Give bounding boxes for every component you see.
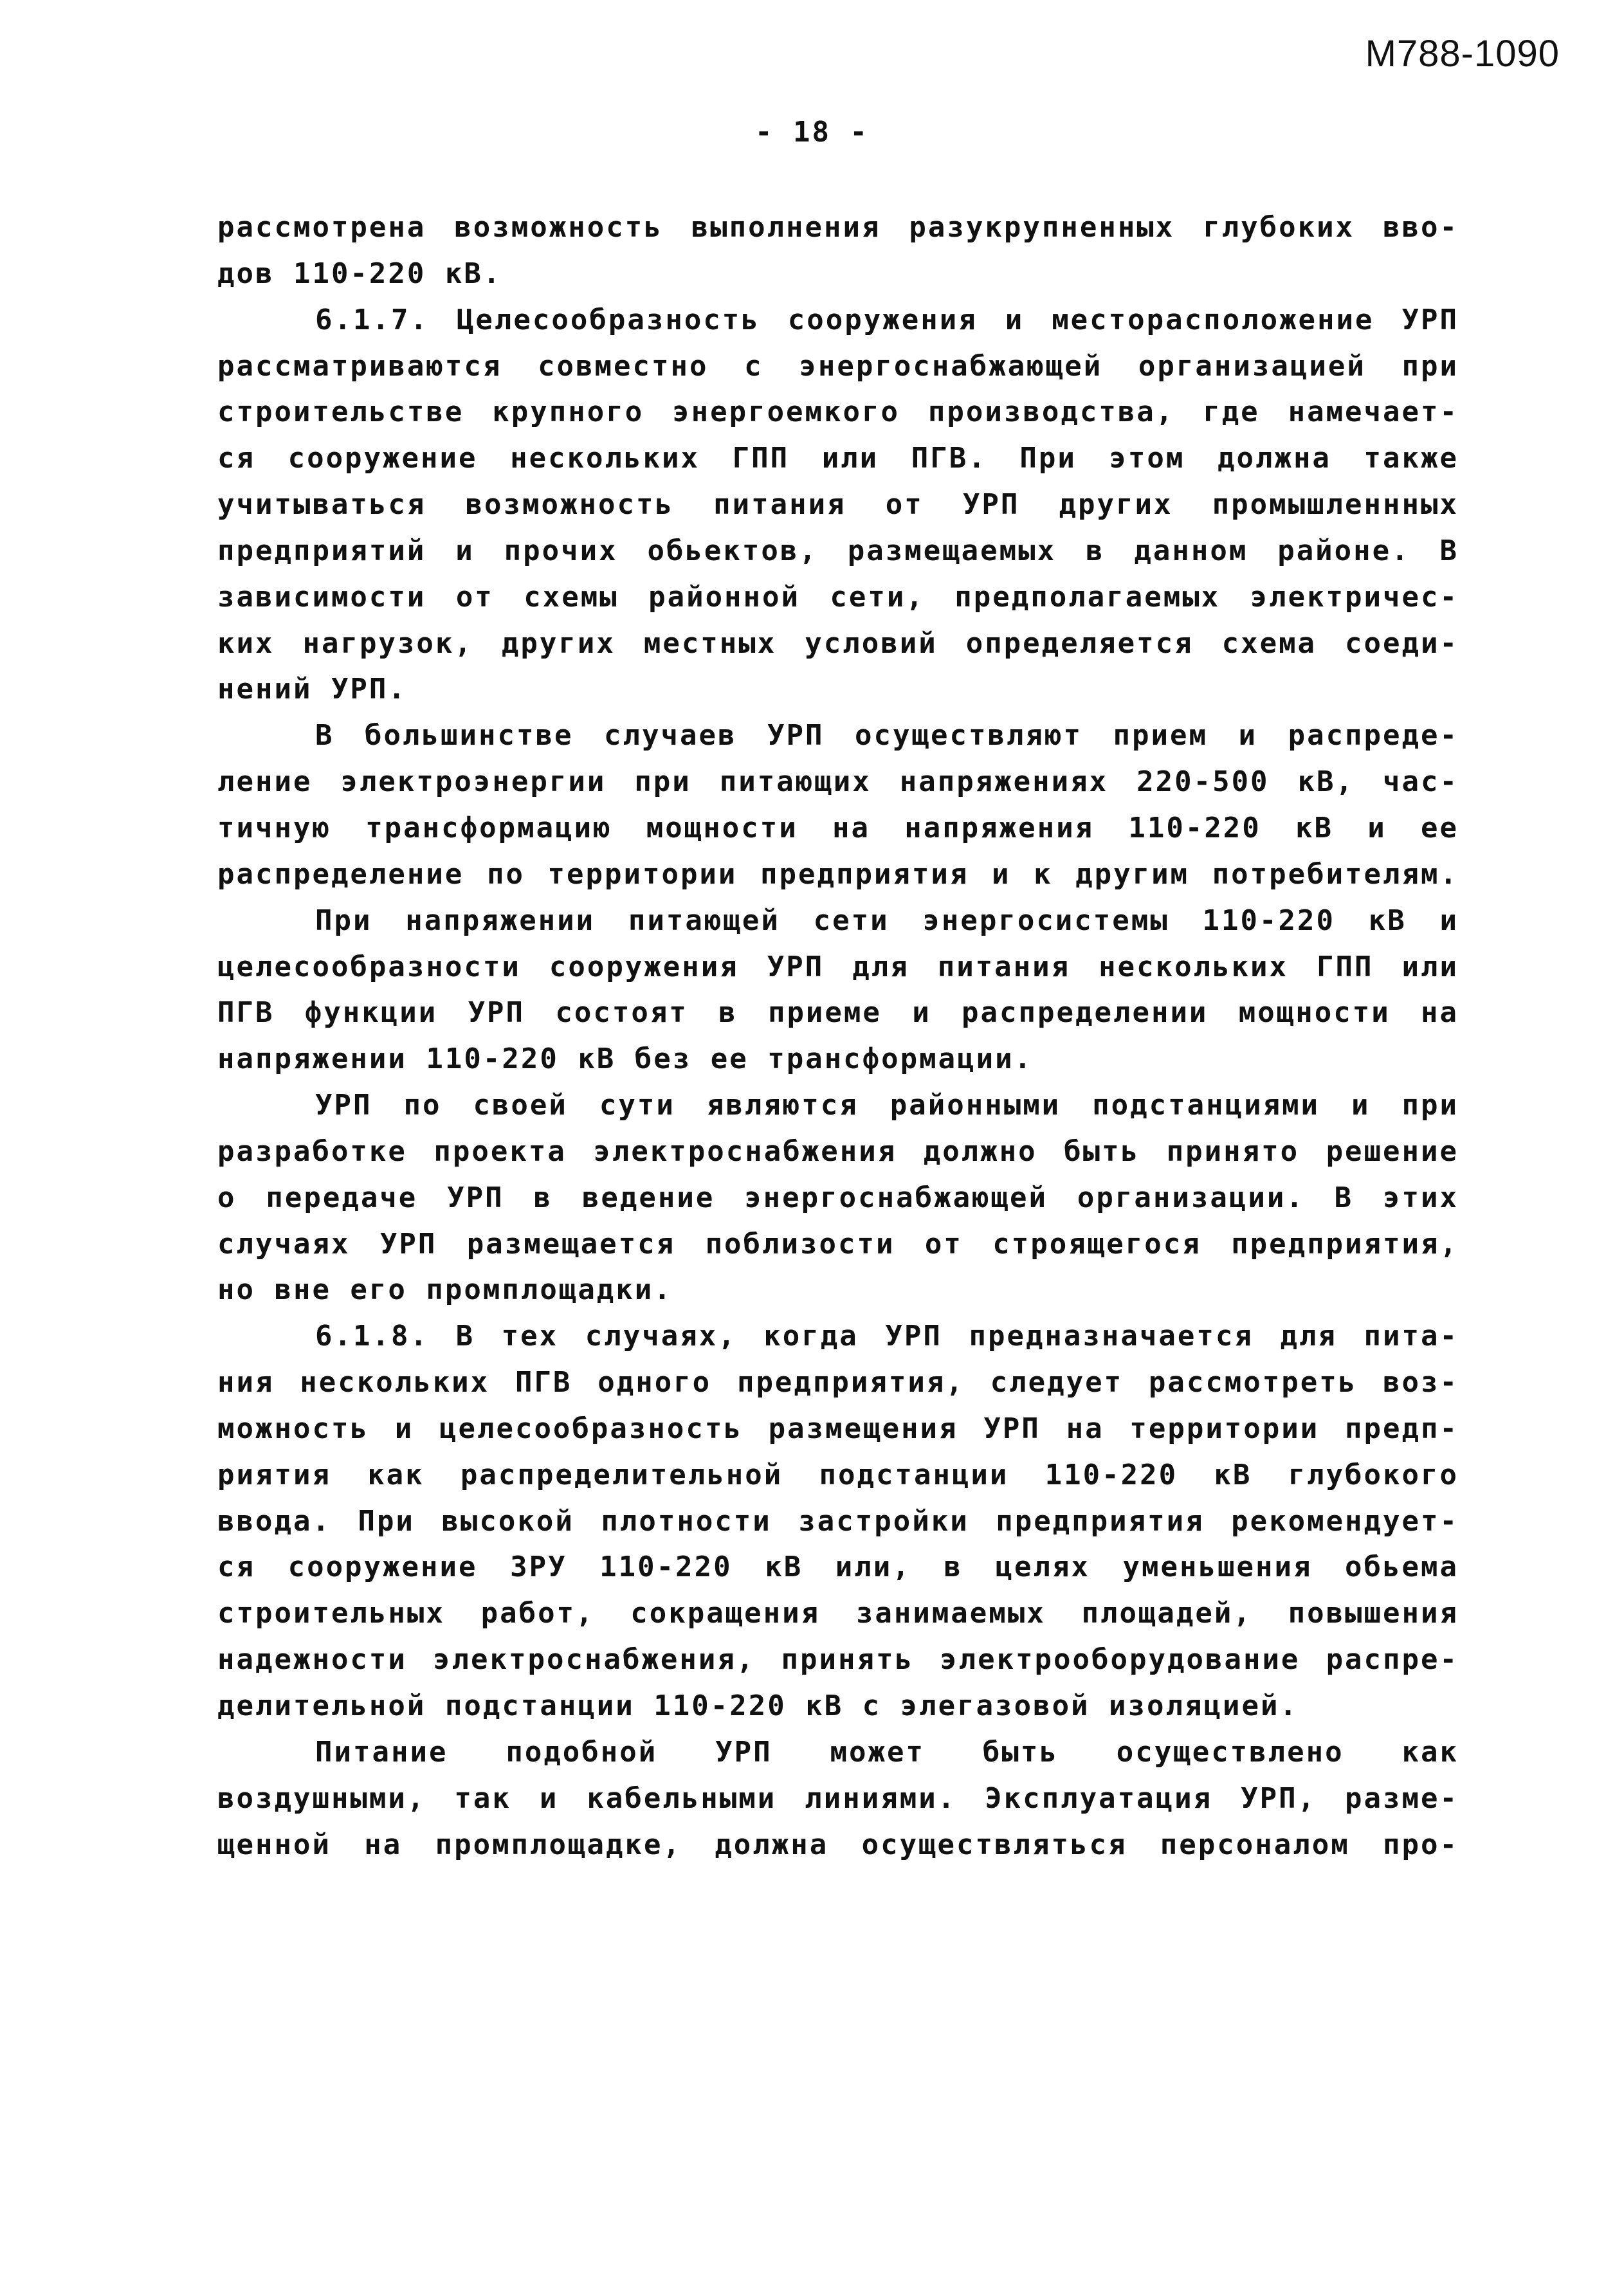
text-line: рассматриваются совместно с энергоснабжающей организацией при	[217, 349, 1459, 383]
text-line: можность и целесообразность размещения УРП на территории предп-	[217, 1412, 1459, 1445]
text-line: рассмотрена возможность выполнения разукрупненных глубоких вво-	[217, 211, 1459, 244]
page-number: - 18 -	[755, 116, 869, 149]
text-line: случаях УРП размещается поблизости от строящегося предприятия,	[217, 1227, 1459, 1261]
paragraph-first-line: УРП по своей сути являются районными подстанциями и при	[315, 1089, 1459, 1122]
paragraph-first-line: В большинстве случаев УРП осуществляют прием и распреде-	[315, 719, 1459, 752]
section-6-1-8-first-line: 6.1.8. В тех случаях, когда УРП предназначается для пита-	[315, 1320, 1459, 1353]
text-line: ния нескольких ПГВ одного предприятия, следует рассмотреть воз-	[217, 1366, 1459, 1399]
text-line: распределение по территории предприятия и к другим потребителям.	[217, 857, 1459, 891]
paragraph-first-line: При напряжении питающей сети энергосистемы 110-220 кВ и	[315, 904, 1459, 937]
text-line: ся сооружение ЗРУ 110-220 кВ или, в целях уменьшения обьема	[217, 1551, 1459, 1584]
text-line: воздушными, так и кабельными линиями. Эксплуатация УРП, разме-	[217, 1781, 1459, 1815]
text-line: разработке проекта электроснабжения должно быть принято решение	[217, 1134, 1459, 1168]
text-line: целесообразности сооружения УРП для питания нескольких ГПП или	[217, 950, 1459, 983]
text-line: ся сооружение нескольких ГПП или ПГВ. При этом должна также	[217, 442, 1459, 475]
text-line: зависимости от схемы районной сети, предполагаемых электричес-	[217, 580, 1459, 614]
text-line: нений УРП.	[217, 673, 407, 706]
text-line: ПГВ функции УРП состоят в приеме и распределении мощности на	[217, 996, 1459, 1030]
text-line: предприятий и прочих обьектов, размещаемых в данном районе. В	[217, 534, 1459, 567]
text-line: ление электроэнергии при питающих напряжениях 220-500 кВ, час-	[217, 765, 1459, 799]
text-line: тичную трансформацию мощности на напряжения 110-220 кВ и ее	[217, 811, 1459, 844]
paragraph-first-line: Питание подобной УРП может быть осуществлено как	[315, 1735, 1459, 1769]
text-line: учитываться возможность питания от УРП других промышленнных	[217, 488, 1459, 522]
body-text	[217, 205, 1459, 1868]
text-line: ких нагрузок, других местных условий определяется схема соеди-	[217, 626, 1459, 660]
text-line: надежности электроснабжения, принять электрооборудование распре-	[217, 1643, 1459, 1677]
text-line: строительных работ, сокращения занимаемых площадей, повышения	[217, 1597, 1459, 1630]
section-6-1-7-first-line: 6.1.7. Целесообразность сооружения и месторасположение УРП	[315, 303, 1459, 336]
text-line: риятия как распределительной подстанции 110-220 кВ глубокого	[217, 1458, 1459, 1491]
text-line: ввода. При высокой плотности застройки предприятия рекомендует-	[217, 1504, 1459, 1538]
text-line: дов 110-220 кВ.	[217, 257, 502, 290]
text-line: напряжении 110-220 кВ без ее трансформации.	[217, 1042, 1034, 1076]
document-code: М788-1090	[1365, 33, 1560, 75]
text-line: щенной на промплощадке, должна осуществляться персоналом про-	[217, 1828, 1459, 1861]
text-line: делительной подстанции 110-220 кВ с элегазовой изоляцией.	[217, 1689, 1299, 1722]
text-line: о передаче УРП в ведение энергоснабжающей организации. В этих	[217, 1181, 1459, 1214]
text-line: но вне его промплощадки.	[217, 1273, 673, 1307]
text-line: строительстве крупного энергоемкого производства, где намечает-	[217, 396, 1459, 429]
